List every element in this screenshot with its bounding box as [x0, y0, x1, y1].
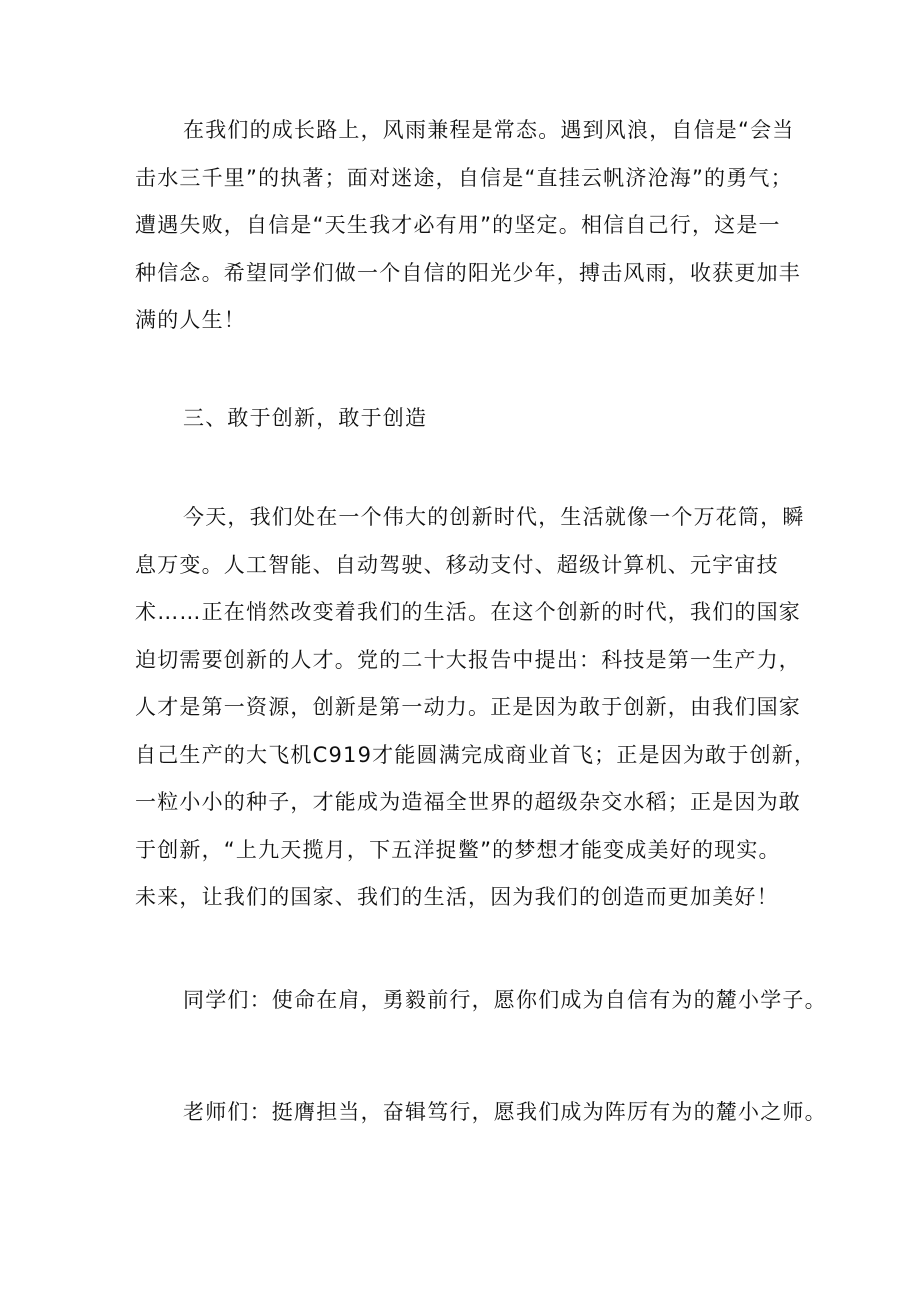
paragraph-line: 满的人生！ — [135, 308, 246, 332]
paragraph-line: 息万变。人工智能、自动驾驶、移动支付、超级计算机、元宇宙技 — [135, 552, 779, 577]
paragraph-line: 一粒小小的种子，才能成为造福全世界的超级杂交水稻；正是因为敢 — [135, 790, 801, 814]
section-heading — [135, 395, 797, 443]
paragraph-line: 于创新，“上九天揽月，下五洋捉鳖”的梦想才能变成美好的现实。 — [135, 837, 781, 862]
paragraph-line: 击水三千里”的执著；面对迷途，自信是“直挂云帆济沧海”的勇气； — [135, 165, 793, 190]
paragraph-line: 遭遇失败，自信是“天生我才必有用”的坚定。相信自己行，这是一 — [135, 213, 781, 237]
paragraph-line: 今天，我们处在一个伟大的创新时代，生活就像一个万花筒，瞬 — [183, 505, 805, 529]
paragraph-teachers — [135, 1089, 827, 1137]
paragraph-line: 未来，让我们的国家、我们的生活，因为我们的创造而更加美好！ — [135, 885, 779, 909]
paragraph-confidence — [135, 107, 801, 345]
paragraph-line: 术……正在悄然改变着我们的生活。在这个创新的时代，我们的国家 — [135, 600, 801, 624]
paragraph-line: 在我们的成长路上，风雨兼程是常态。遇到风浪，自信是“会当 — [183, 118, 795, 142]
paragraph-line: 种信念。希望同学们做一个自信的阳光少年，搏击风雨，收获更加丰 — [135, 260, 801, 285]
paragraph-line: 自己生产的大飞机C919才能圆满完成商业首飞；正是因为敢于创新， — [135, 742, 817, 767]
paragraph-line: 同学们：使命在肩，勇毅前行，愿你们成为自信有为的麓小学子。 — [183, 988, 827, 1012]
paragraph-innovation — [135, 494, 817, 922]
section-heading-text: 三、敢于创新，敢于创造 — [183, 406, 428, 430]
paragraph-line: 迫切需要创新的人才。党的二十大报告中提出：科技是第一生产力， — [135, 647, 801, 672]
paragraph-students — [135, 977, 827, 1025]
paragraph-line: 人才是第一资源，创新是第一动力。正是因为敢于创新，由我们国家 — [135, 695, 801, 719]
paragraph-line: 老师们：挺膺担当，奋辑笃行，愿我们成为阵厉有为的麓小之师。 — [183, 1100, 827, 1124]
